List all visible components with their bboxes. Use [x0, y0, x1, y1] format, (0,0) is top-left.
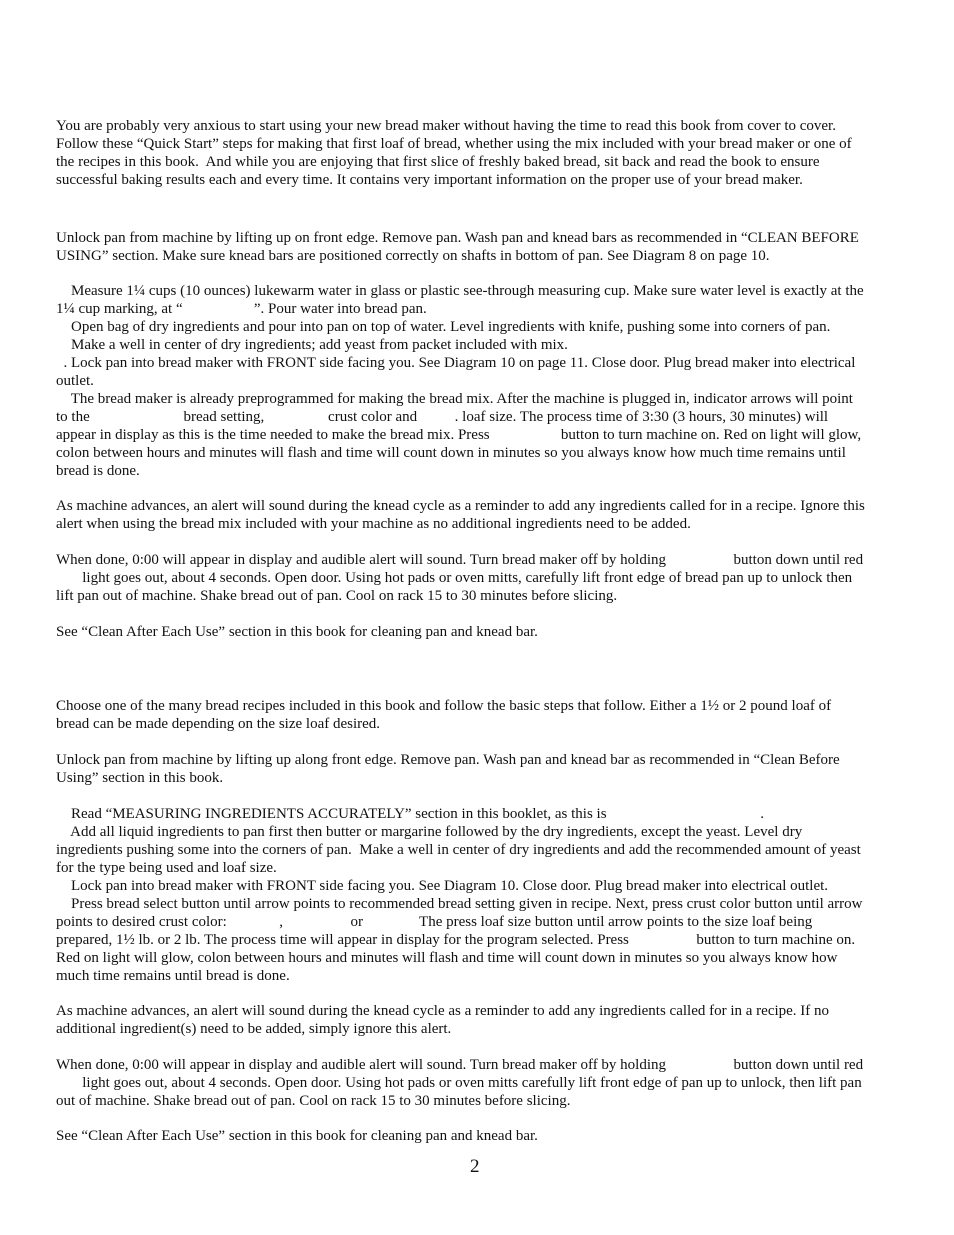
- intro-line: You are probably very anxious to start using your new bread maker without having the time to read this book from cover to cover.: [56, 118, 836, 134]
- mix-prep-line: USING” section. Make sure knead bars are positioned correctly on shafts in bottom of pan. See Diagram 8 on page 10.: [56, 248, 770, 264]
- recipe-step-line: points to desired crust color: , or The press loaf size button until arrow points to the size loaf being: [56, 914, 813, 930]
- recipe-step-line: much time remains until bread is done.: [56, 968, 290, 984]
- recipe-step-line: Press bread select button until arrow points to recommended bread setting given in recipe. Next, press crust color button until arrow: [56, 896, 863, 912]
- recipe-step-line: Red on light will glow, colon between hours and minutes will flash and time will count down in minutes so you always know how: [56, 950, 838, 966]
- recipe-alert-line: additional ingredient(s) need to be added, simply ignore this alert.: [56, 1021, 452, 1037]
- mix-prep-line: Unlock pan from machine by lifting up on front edge. Remove pan. Wash pan and knead bars as recommended in “CLEAN BEFORE: [56, 230, 859, 246]
- mix-alert-line: As machine advances, an alert will sound during the knead cycle as a reminder to add any ingredients called for in a recipe. Ignore this: [56, 498, 865, 514]
- recipe-step-line: Read “MEASURING INGREDIENTS ACCURATELY” section in this booklet, as this is .: [56, 806, 765, 822]
- recipe-done-line: out of machine. Shake bread out of pan. Cool on rack 15 to 30 minutes before slicing.: [56, 1093, 571, 1109]
- mix-step-line: colon between hours and minutes will flash and time will count down in minutes so you always know how much time remains until: [56, 445, 846, 461]
- recipe-done-line: When done, 0:00 will appear in display and audible alert will sound. Turn bread maker off by holding button down until red: [56, 1057, 864, 1073]
- mix-done-line: lift pan out of machine. Shake bread out of pan. Cool on rack 15 to 30 minutes before slicing.: [56, 588, 618, 604]
- mix-step-line: 1¼ cup marking, at “ ”. Pour water into bread pan.: [56, 301, 427, 317]
- recipe-step-line: for the type being used and loaf size.: [56, 860, 277, 876]
- mix-step-line: Make a well in center of dry ingredients; add yeast from packet included with mix.: [56, 337, 568, 353]
- recipe-prep-line: Using” section in this book.: [56, 770, 224, 786]
- mix-step-line: Measure 1¼ cups (10 ounces) lukewarm water in glass or plastic see-through measuring cup. Make sure water level is exactly at the: [56, 283, 864, 299]
- recipe-intro-line: Choose one of the many bread recipes included in this book and follow the basic steps that follow. Either a 1½ or 2 pound loaf of: [56, 698, 832, 714]
- intro-line: the recipes in this book. And while you are enjoying that first slice of freshly baked bread, sit back and read the book to ensure: [56, 154, 820, 170]
- recipe-prep-line: Unlock pan from machine by lifting up along front edge. Remove pan. Wash pan and knead bar as recommended in “Clean Before: [56, 752, 840, 768]
- recipe-step-line: Lock pan into bread maker with FRONT side facing you. See Diagram 10. Close door. Plug bread maker into electrical outlet.: [56, 878, 829, 894]
- recipe-step-line: ingredients pushing some into the corners of pan. Make a well in center of dry ingredients and add the recommended amount of yeast: [56, 842, 861, 858]
- recipe-clean-line: See “Clean After Each Use” section in this book for cleaning pan and knead bar.: [56, 1128, 538, 1144]
- recipe-intro-line: bread can be made depending on the size loaf desired.: [56, 716, 381, 732]
- recipe-alert-line: As machine advances, an alert will sound during the knead cycle as a reminder to add any ingredients called for in a recipe. If no: [56, 1003, 830, 1019]
- mix-alert-line: alert when using the bread mix included with your machine as no additional ingredients need to be added.: [56, 516, 691, 532]
- recipe-done-line: light goes out, about 4 seconds. Open door. Using hot pads or oven mitts carefully lift front edge of pan up to unlock, then lift pan: [56, 1075, 862, 1091]
- recipe-step-line: prepared, 1½ lb. or 2 lb. The process time will appear in display for the program selected. Press button to turn machine on.: [56, 932, 856, 948]
- mix-step-line: The bread maker is already preprogrammed for making the bread mix. After the machine is plugged in, indicator arrows will point: [56, 391, 853, 407]
- mix-clean-line: See “Clean After Each Use” section in this book for cleaning pan and knead bar.: [56, 624, 538, 640]
- mix-done-line: When done, 0:00 will appear in display and audible alert will sound. Turn bread maker off by holding button down until red: [56, 552, 864, 568]
- mix-step-line: outlet.: [56, 373, 94, 389]
- intro-line: Follow these “Quick Start” steps for making that first loaf of bread, whether using the mix included with your bread maker or one of: [56, 136, 852, 152]
- recipe-step-line: Add all liquid ingredients to pan first then butter or margarine followed by the dry ingredients, except the yeast. Level dry: [56, 824, 803, 840]
- mix-step-line: bread is done.: [56, 463, 140, 479]
- mix-done-line: light goes out, about 4 seconds. Open door. Using hot pads or oven mitts, carefully lift front edge of bread pan up to unlock then: [56, 570, 853, 586]
- mix-step-line: Open bag of dry ingredients and pour into pan on top of water. Level ingredients with knife, pushing some into corners of pan.: [56, 319, 831, 335]
- intro-line: successful baking results each and every time. It contains very important information on the proper use of your bread maker.: [56, 172, 803, 188]
- mix-step-line: to the bread setting, crust color and . loaf size. The process time of 3:30 (3 hours, 30 minutes) will: [56, 409, 829, 425]
- mix-step-line: appear in display as this is the time needed to make the bread mix. Press button to turn machine on. Red on light will glow,: [56, 427, 862, 443]
- page-number: 2: [470, 1156, 480, 1177]
- mix-step-line: . Lock pan into bread maker with FRONT side facing you. See Diagram 10 on page 11. Close door. Plug bread maker into electrical: [56, 355, 856, 371]
